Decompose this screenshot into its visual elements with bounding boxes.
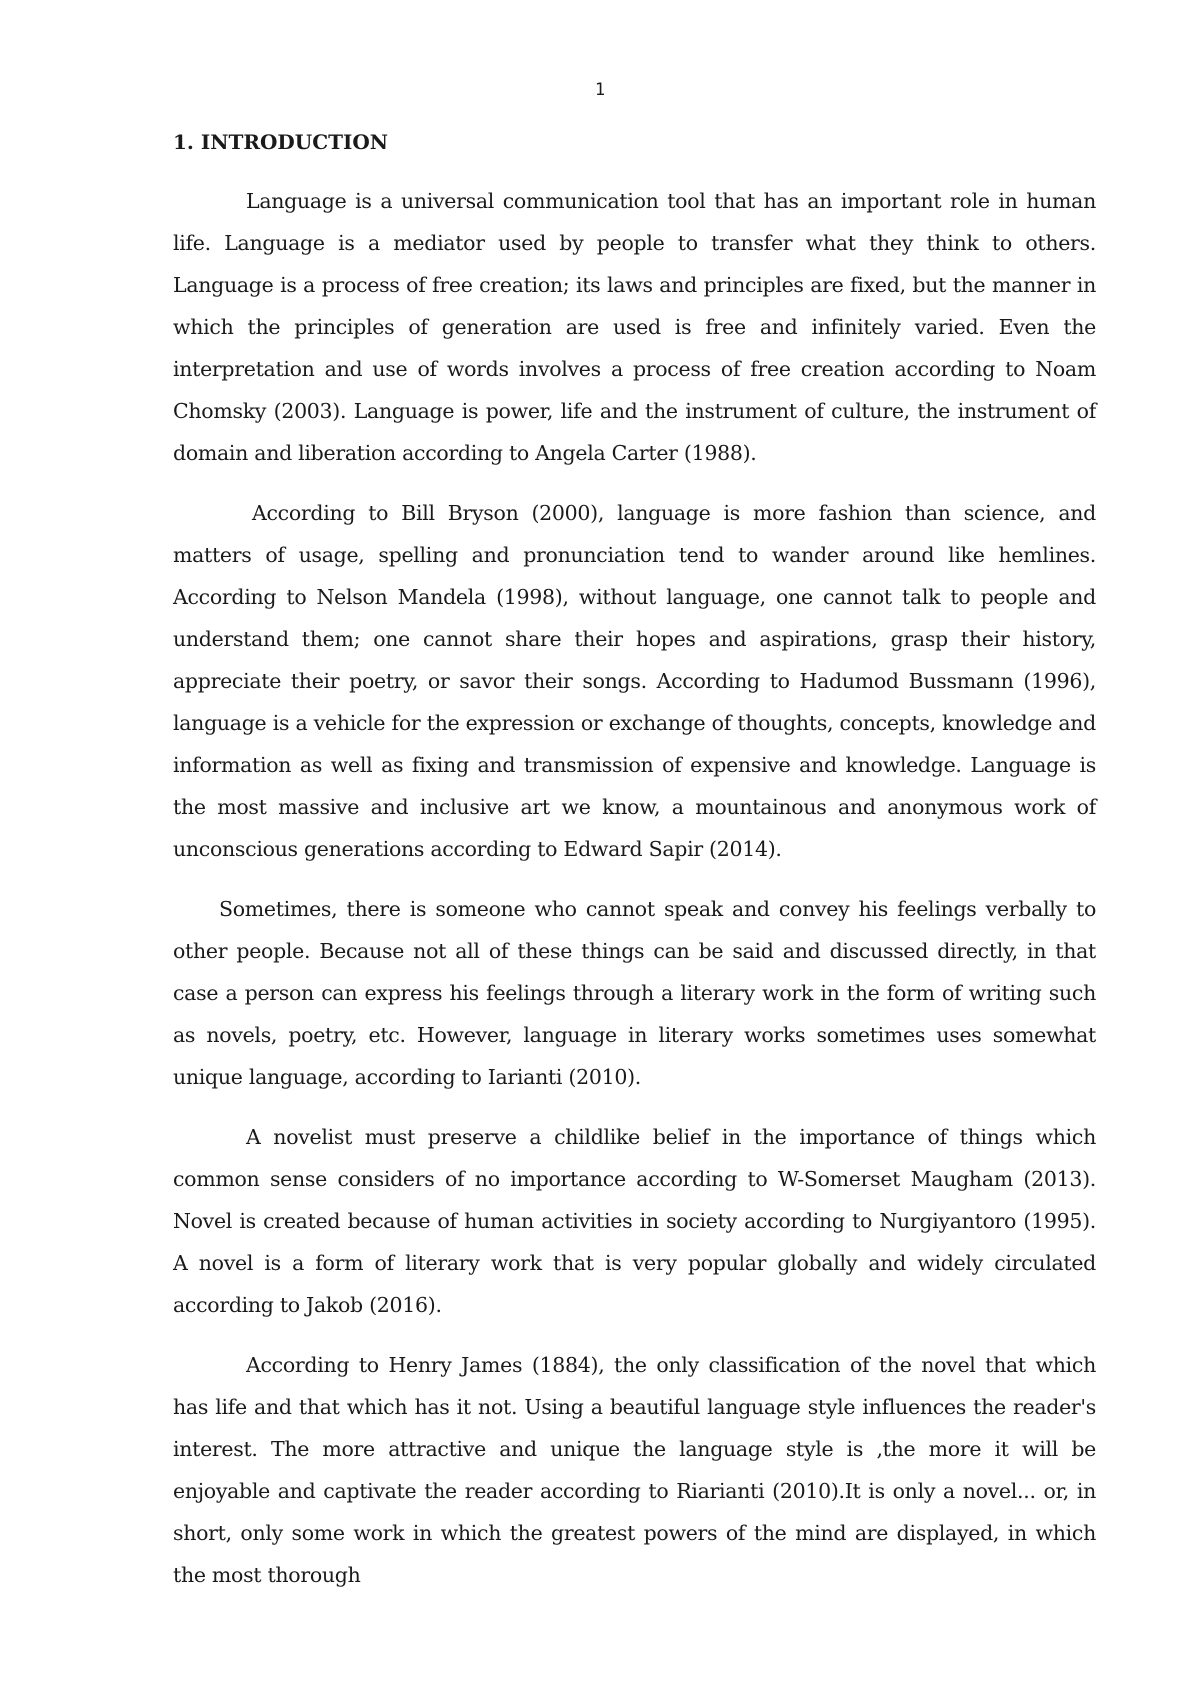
section-heading: 1. INTRODUCTION bbox=[173, 130, 389, 154]
paragraph-2: According to Bill Bryson (2000), language is more fashion than science, and matters of usage, spelling and pronunciation tend to wander around like hemlines. According to Nelson Mandela (1998), without language, one cannot talk to people and understand them; one cannot share their hopes and aspirations, grasp their history, appreciate their poetry, or savor their songs. According to Hadumod Bussmann (1996), language is a vehicle for the expression or exchange of thoughts, concepts, knowledge and information as well as fixing and transmission of expensive and knowledge. Language is the most massive and inclusive art we know, a mountainous and anonymous work of unconscious generations according to Edward Sapir (2014). bbox=[173, 501, 1096, 861]
document-body bbox=[173, 130, 1096, 1614]
page-number: 1 bbox=[594, 80, 606, 100]
paragraph-3: Sometimes, there is someone who cannot speak and convey his feelings verbally to other people. Because not all of these things can be said and discussed directly, in that case a person can express his feelings through a literary work in the form of writing such as novels, poetry, etc. However, language in literary works sometimes uses somewhat unique language, according to Iarianti (2010). bbox=[173, 897, 1096, 1089]
paragraph-4: A novelist must preserve a childlike belief in the importance of things which common sense considers of no importance according to W-Somerset Maugham (2013). Novel is created because of human activities in society according to Nurgiyantoro (1995). A novel is a form of literary work that is very popular globally and widely circulated according to Jakob (2016). bbox=[173, 1125, 1096, 1317]
paragraph-1: Language is a universal communication tool that has an important role in human life. Language is a mediator used by people to transfer what they think to others. Language is a process of free creation; its laws and principles are fixed, but the manner in which the principles of generation are used is free and infinitely varied. Even the interpretation and use of words involves a process of free creation according to Noam Chomsky (2003). Language is power, life and the instrument of culture, the instrument of domain and liberation according to Angela Carter (1988). bbox=[173, 189, 1096, 465]
paragraph-5: According to Henry James (1884), the only classification of the novel that which has life and that which has it not. Using a beautiful language style influences the reader's interest. The more attractive and unique the language style is ,the more it will be enjoyable and captivate the reader according to Riarianti (2010).It is only a novel... or, in short, only some work in which the greatest powers of the mind are displayed, in which the most thorough bbox=[173, 1353, 1096, 1587]
